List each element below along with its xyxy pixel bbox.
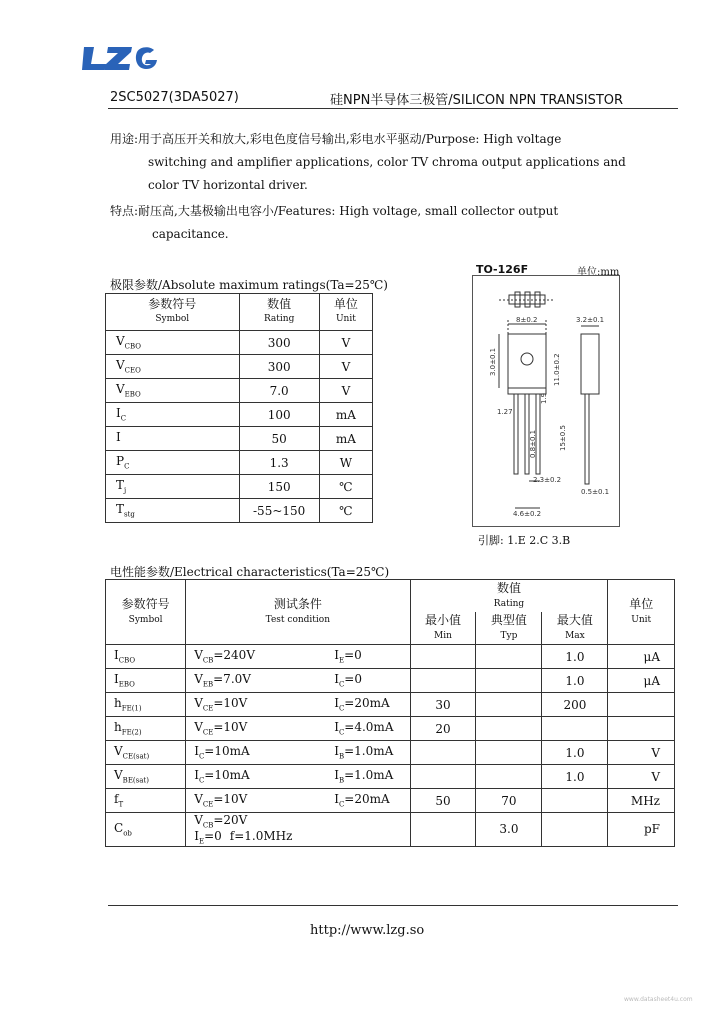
abs-header-symbol-cn: 参数符号 — [148, 297, 197, 311]
elec-header-symbol-en: Symbol — [128, 615, 163, 625]
elec-cond-1 — [194, 792, 334, 808]
abs-max-row — [106, 379, 373, 403]
elec-cond-2 — [194, 829, 222, 846]
abs-symbol-sub: C — [124, 462, 130, 471]
purpose-line-1: 用途:用于高压开关和放大,彩电色度信号输出,彩电水平驱动/Purpose: High voltage — [110, 132, 562, 146]
elec-max — [542, 789, 608, 813]
footer-url-link[interactable]: http://www.lzg.so — [310, 923, 425, 938]
elec-cond-2-sub: C — [338, 680, 345, 689]
abs-rating: 100 — [239, 403, 319, 427]
elec-header-min — [410, 612, 476, 645]
elec-cond-1-sub: EB — [202, 680, 214, 689]
elec-row — [106, 669, 675, 693]
abs-unit: V — [319, 331, 372, 355]
elec-header-min-en: Min — [434, 631, 452, 641]
elec-max: 1.0 — [542, 741, 608, 765]
elec-row — [106, 645, 675, 669]
elec-cond-2-main: I — [334, 768, 339, 783]
elec-condition — [186, 669, 410, 693]
elec-header-rating-en: Rating — [493, 599, 525, 609]
elec-symbol-sub: FE(1) — [121, 704, 142, 713]
features-line-2: capacitance. — [152, 227, 229, 241]
abs-symbol — [106, 403, 240, 427]
abs-symbol — [106, 451, 240, 475]
abs-symbol-main: P — [116, 454, 125, 469]
elec-header-cond-en: Test condition — [265, 615, 331, 625]
footer-divider — [108, 905, 678, 906]
elec-header-unit-en: Unit — [631, 615, 652, 625]
package-unit: 单位:mm — [577, 267, 620, 278]
elec-max: 1.0 — [542, 669, 608, 693]
elec-min: 50 — [410, 789, 476, 813]
elec-typ — [476, 645, 542, 669]
abs-header-unit-en: Unit — [335, 314, 356, 324]
elec-symbol-main: V — [114, 768, 123, 783]
elec-symbol-sub: CBO — [118, 656, 136, 665]
elec-row — [106, 765, 675, 789]
abs-unit: ℃ — [319, 475, 372, 499]
elec-table — [105, 579, 675, 847]
elec-cond-2-sub: B — [338, 752, 345, 761]
elec-cond-1-val: =10V — [213, 720, 248, 735]
abs-symbol-main: V — [116, 334, 125, 349]
abs-rating: 7.0 — [239, 379, 319, 403]
dim-lead-length: 15±0.5 — [559, 425, 567, 451]
elec-min — [410, 669, 476, 693]
elec-cond-1-sub: CE — [202, 704, 214, 713]
elec-title: 电性能参数/Electrical characteristics(Ta=25℃) — [110, 565, 390, 579]
abs-rating: 1.3 — [239, 451, 319, 475]
elec-min: 20 — [410, 717, 476, 741]
elec-symbol-sub: T — [118, 800, 124, 809]
elec-unit: μA — [608, 645, 675, 669]
elec-row — [106, 789, 675, 813]
purpose-line-3: color TV horizontal driver. — [148, 178, 308, 192]
abs-symbol-sub: EBO — [124, 390, 141, 399]
elec-typ: 70 — [476, 789, 542, 813]
dim-hole-offset: 1.9 — [540, 392, 548, 404]
abs-max-table — [105, 293, 373, 523]
elec-cond-1 — [194, 672, 334, 688]
elec-header-min-cn: 最小值 — [424, 613, 461, 627]
pin-assignment: 引脚: 1.E 2.C 3.B — [478, 534, 571, 547]
elec-row — [106, 717, 675, 741]
elec-unit: V — [608, 741, 675, 765]
elec-cond-2 — [334, 768, 394, 785]
elec-cond-1-sub: C — [198, 776, 205, 785]
elec-cond-2 — [334, 648, 362, 665]
abs-unit: mA — [319, 403, 372, 427]
elec-cond-1-sub: C — [198, 752, 205, 761]
elec-header-symbol-cn: 参数符号 — [121, 597, 170, 611]
elec-cond-2-val: =0 — [344, 648, 362, 663]
elec-symbol-main: f — [114, 792, 119, 807]
elec-symbol-sub: ob — [123, 829, 132, 838]
elec-cond-1 — [194, 744, 334, 760]
abs-symbol-main: T — [116, 478, 125, 493]
abs-symbol-main: V — [116, 358, 125, 373]
elec-unit: pF — [608, 813, 675, 847]
dim-lead-thickness: 0.5±0.1 — [581, 488, 610, 496]
elec-cond-2-main: I — [334, 744, 339, 759]
abs-symbol-main: V — [116, 382, 125, 397]
abs-symbol-main: T — [116, 502, 125, 517]
elec-symbol — [106, 669, 186, 693]
elec-symbol-main: V — [114, 744, 123, 759]
elec-header-unit — [608, 580, 675, 645]
abs-symbol-sub: j — [124, 486, 127, 495]
elec-cond-2 — [334, 792, 390, 809]
elec-header-symbol — [106, 580, 186, 645]
elec-cond-2-sub: B — [338, 776, 345, 785]
elec-symbol — [106, 813, 186, 847]
elec-cond-1 — [194, 648, 334, 664]
elec-min — [410, 645, 476, 669]
elec-min — [410, 765, 476, 789]
elec-header-condition — [186, 580, 410, 645]
elec-unit — [608, 717, 675, 741]
abs-symbol — [106, 331, 240, 355]
elec-cond-1-main: V — [194, 813, 203, 827]
elec-cond-2-sub: E — [338, 656, 345, 665]
logo-text: LZG — [121, 70, 124, 71]
elec-symbol-sub: EBO — [118, 680, 135, 689]
elec-cond-2-sub: C — [338, 704, 345, 713]
elec-symbol-main: I — [114, 672, 119, 687]
abs-max-row — [106, 475, 373, 499]
elec-condition — [186, 789, 410, 813]
elec-header-typ-cn: 典型值 — [490, 613, 527, 627]
elec-header-typ — [476, 612, 542, 645]
elec-typ — [476, 669, 542, 693]
elec-cond-2-val: =1.0mA — [344, 768, 394, 783]
elec-cond-1-sub: CE — [202, 800, 214, 809]
elec-cond-1-main: I — [194, 744, 199, 759]
elec-cond-3: f=1.0MHz — [229, 829, 293, 844]
elec-symbol — [106, 789, 186, 813]
elec-symbol-sub: CE(sat) — [122, 752, 150, 761]
header-divider — [108, 108, 678, 109]
dim-lead-width: 0.8±0.1 — [529, 429, 537, 458]
abs-header-unit — [319, 294, 372, 331]
elec-typ — [476, 741, 542, 765]
abs-max-header-row — [106, 294, 373, 331]
elec-header-max-en: Max — [565, 631, 585, 641]
abs-rating: 150 — [239, 475, 319, 499]
elec-cond-1-sub: CB — [202, 656, 214, 665]
elec-max: 1.0 — [542, 645, 608, 669]
elec-cond-2-val: =4.0mA — [344, 720, 394, 735]
elec-cond-2-main: I — [334, 696, 339, 711]
abs-unit: ℃ — [319, 499, 372, 523]
elec-symbol-main: I — [114, 648, 119, 663]
elec-cond-1-val: =10mA — [204, 744, 250, 759]
abs-unit: V — [319, 379, 372, 403]
elec-max — [542, 717, 608, 741]
elec-cond-2-main: I — [334, 672, 339, 687]
abs-symbol-sub: CEO — [124, 366, 141, 375]
elec-symbol-main: C — [114, 821, 124, 836]
elec-cond-2 — [334, 672, 362, 689]
elec-cond-2-main: I — [334, 792, 339, 807]
abs-rating: 300 — [239, 355, 319, 379]
abs-header-symbol — [106, 294, 240, 331]
elec-min — [410, 741, 476, 765]
abs-max-title: 极限参数/Absolute maximum ratings(Ta=25℃) — [110, 278, 388, 292]
dim-right-height: 11.0±0.2 — [553, 353, 561, 386]
elec-header-unit-cn: 单位 — [629, 597, 654, 611]
dim-bottom-width: 4.6±0.2 — [513, 510, 542, 518]
elec-cond-1-sub: CB — [202, 821, 214, 830]
elec-cond-2-main: I — [194, 829, 199, 844]
elec-cond-2 — [334, 696, 390, 713]
elec-symbol-sub: BE(sat) — [122, 776, 149, 785]
abs-symbol-sub: stg — [124, 510, 135, 519]
elec-cond-2-val: =0 — [204, 829, 222, 844]
dim-pitch: 2.3±0.2 — [533, 476, 562, 484]
elec-cond-1 — [194, 720, 334, 736]
abs-header-rating-cn: 数值 — [267, 297, 292, 311]
elec-row — [106, 813, 675, 847]
elec-max — [542, 813, 608, 847]
abs-symbol — [106, 355, 240, 379]
abs-max-row — [106, 499, 373, 523]
abs-rating: 300 — [239, 331, 319, 355]
elec-unit: MHz — [608, 789, 675, 813]
elec-cond-2-main: I — [334, 648, 339, 663]
elec-cond-1-val: =10V — [213, 792, 248, 807]
abs-rating: -55~150 — [239, 499, 319, 523]
abs-symbol-main: I — [116, 406, 121, 421]
elec-cond-1-main: V — [194, 696, 203, 711]
abs-unit: W — [319, 451, 372, 475]
elec-symbol — [106, 765, 186, 789]
abs-header-unit-cn: 单位 — [333, 297, 358, 311]
elec-condition — [186, 741, 410, 765]
watermark: www.datasheet4u.com — [624, 996, 693, 1003]
elec-typ — [476, 693, 542, 717]
package-name: TO-126F — [476, 263, 529, 276]
elec-unit — [608, 693, 675, 717]
purpose-line-2: switching and amplifier applications, color TV chroma output applications and — [148, 155, 626, 169]
elec-cond-1-main: I — [194, 768, 199, 783]
elec-cond-2-val: =20mA — [344, 792, 390, 807]
elec-cond-1-val: =240V — [213, 648, 255, 663]
elec-max: 1.0 — [542, 765, 608, 789]
elec-cond-2-sub: C — [338, 728, 345, 737]
elec-symbol-main: h — [114, 696, 122, 711]
elec-header-typ-en: Typ — [500, 631, 518, 641]
elec-cond-1-val: =20V — [213, 813, 248, 827]
abs-rating: 50 — [239, 427, 319, 451]
elec-cond-1-main: V — [194, 672, 203, 687]
abs-symbol-sub: C — [120, 414, 127, 423]
elec-cond-2 — [334, 744, 394, 761]
abs-header-rating — [239, 294, 319, 331]
part-number: 2SC5027(3DA5027) — [110, 90, 239, 105]
dim-left-small: 1.27 — [497, 408, 513, 416]
elec-cond-1 — [194, 813, 334, 829]
elec-unit: V — [608, 765, 675, 789]
elec-header-row-1 — [106, 580, 675, 613]
elec-typ — [476, 765, 542, 789]
elec-cond-2-sub: E — [198, 837, 205, 846]
elec-symbol-sub: FE(2) — [121, 728, 142, 737]
elec-cond-1 — [194, 696, 334, 712]
elec-cond-1-val: =10V — [213, 696, 248, 711]
abs-max-row — [106, 355, 373, 379]
abs-symbol — [106, 475, 240, 499]
elec-row — [106, 693, 675, 717]
elec-cond-1-val: =7.0V — [213, 672, 251, 687]
elec-condition — [186, 717, 410, 741]
elec-symbol — [106, 693, 186, 717]
abs-symbol — [106, 427, 240, 451]
features-line-1: 特点:耐压高,大基极输出电容小/Features: High voltage, small collector output — [110, 204, 559, 218]
abs-header-rating-en: Rating — [263, 314, 295, 324]
elec-cond-1-main: V — [194, 720, 203, 735]
elec-cond-2-main: I — [334, 720, 339, 735]
elec-header-rating-cn: 数值 — [496, 581, 521, 595]
elec-cond-2-sub: C — [338, 800, 345, 809]
elec-header-max — [542, 612, 608, 645]
elec-symbol — [106, 645, 186, 669]
abs-unit: V — [319, 355, 372, 379]
abs-symbol-sub: CBO — [124, 342, 142, 351]
elec-max: 200 — [542, 693, 608, 717]
elec-min: 30 — [410, 693, 476, 717]
features-section — [110, 200, 670, 246]
elec-header-rating — [410, 580, 608, 613]
abs-max-row — [106, 451, 373, 475]
elec-condition — [186, 693, 410, 717]
elec-condition — [186, 765, 410, 789]
abs-max-row — [106, 427, 373, 451]
elec-unit: μA — [608, 669, 675, 693]
elec-symbol-main: h — [114, 720, 122, 735]
elec-cond-1-val: =10mA — [204, 768, 250, 783]
elec-cond-2-val: =20mA — [344, 696, 390, 711]
elec-header-cond-cn: 测试条件 — [273, 597, 322, 611]
dim-top-width: 8±0.2 — [516, 316, 538, 324]
elec-cond-1-main: V — [194, 792, 203, 807]
abs-symbol — [106, 499, 240, 523]
abs-header-symbol-en: Symbol — [155, 314, 190, 324]
elec-typ: 3.0 — [476, 813, 542, 847]
elec-cond-1-main: V — [194, 648, 203, 663]
elec-row — [106, 741, 675, 765]
elec-symbol — [106, 717, 186, 741]
dim-left-height: 3.0±0.1 — [489, 347, 497, 376]
elec-condition — [186, 645, 410, 669]
elec-typ — [476, 717, 542, 741]
document-title: 硅NPN半导体三极管/SILICON NPN TRANSISTOR — [330, 93, 624, 108]
abs-symbol — [106, 379, 240, 403]
dim-right-top: 3.2±0.1 — [576, 316, 605, 324]
abs-max-row — [106, 331, 373, 355]
elec-min — [410, 813, 476, 847]
elec-condition — [186, 813, 410, 847]
abs-symbol-main: I — [116, 430, 121, 445]
elec-cond-1-sub: CE — [202, 728, 214, 737]
purpose-section — [110, 128, 670, 197]
elec-cond-2 — [334, 720, 394, 737]
abs-unit: mA — [319, 427, 372, 451]
elec-symbol — [106, 741, 186, 765]
elec-cond-2-val: =1.0mA — [344, 744, 394, 759]
elec-cond-1 — [194, 768, 334, 784]
package-outline-drawing — [473, 276, 619, 526]
company-logo — [82, 44, 160, 72]
package-drawing-frame — [472, 275, 620, 527]
elec-cond-2-val: =0 — [344, 672, 362, 687]
abs-max-row — [106, 403, 373, 427]
elec-header-max-cn: 最大值 — [556, 613, 593, 627]
